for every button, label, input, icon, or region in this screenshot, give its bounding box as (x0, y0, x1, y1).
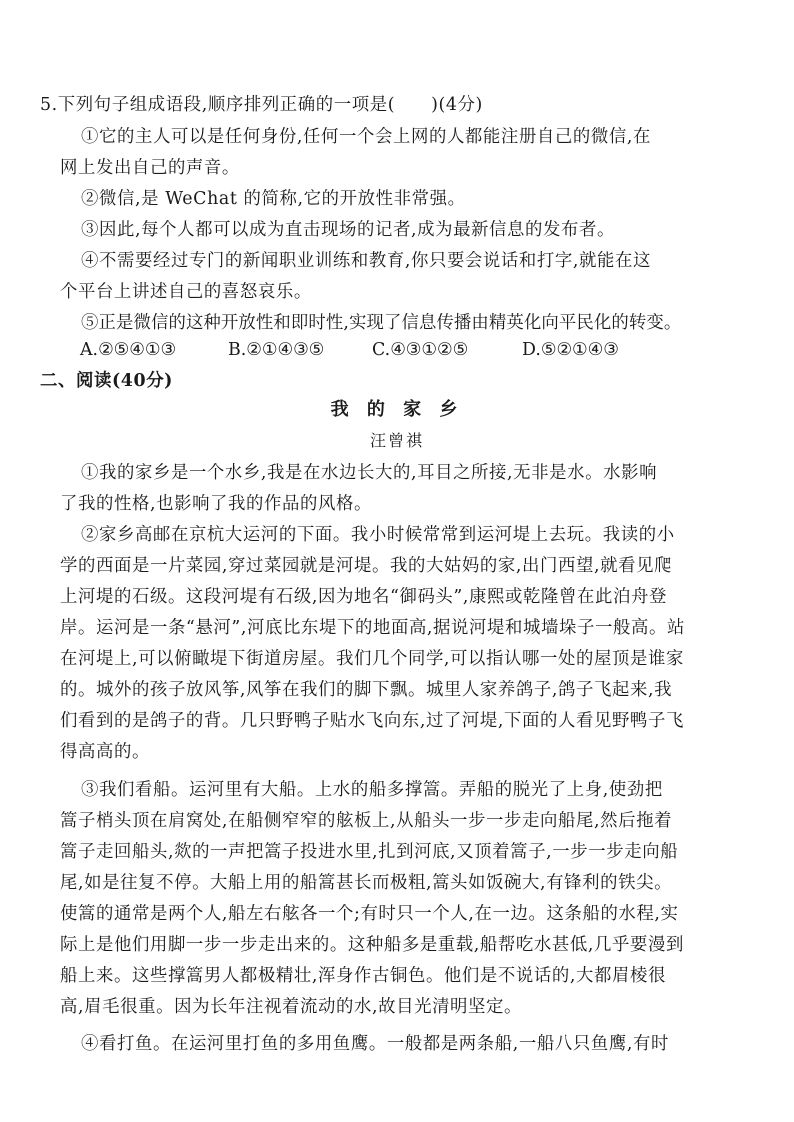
option-c: C.④③①②⑤ (372, 340, 469, 360)
article-line: 学的西面是一片菜园,穿过菜园就是河堤。我的大姑妈的家,出门西望,就看见爬 (60, 556, 673, 576)
question-5-sentence-1-cont: 网上发出自己的声音。 (60, 158, 240, 178)
article-line: ③我们看船。运河里有大船。上水的船多撑篙。弄船的脱光了上身,使劲把 (81, 780, 663, 800)
section-2-heading: 二、阅读(40分) (40, 371, 174, 391)
article-line: ④看打鱼。在运河里打鱼的多用鱼鹰。一般都是两条船,一船八只鱼鹰,有时 (81, 1034, 669, 1054)
question-5-sentence-5: ⑤正是微信的这种开放性和即时性,实现了信息传播由精英化向平民化的转变。 (81, 313, 682, 333)
question-5-sentence-2: ②微信,是 WeChat 的简称,它的开放性非常强。 (81, 189, 466, 209)
option-d: D.⑤②①④③ (522, 340, 619, 360)
article-line: ②家乡高邮在京杭大运河的下面。我小时候常常到运河堤上去玩。我读的小 (81, 525, 675, 545)
article-line: 的。城外的孩子放风筝,风筝在我们的脚下飘。城里人家养鸽子,鸽子飞起来,我 (60, 680, 673, 700)
article-line: 在河堤上,可以俯瞰堤下街道房屋。我们几个同学,可以指认哪一处的屋顶是谁家 (60, 649, 684, 669)
article-title: 我 的 家 乡 (330, 399, 464, 420)
article-line: 们看到的是鸽子的背。几只野鸭子贴水飞向东,过了河堤,下面的人看见野鸭子飞 (60, 711, 684, 731)
question-5-sentence-3: ③因此,每个人都可以成为直击现场的记者,成为最新信息的发布者。 (81, 220, 615, 240)
article-line: ①我的家乡是一个水乡,我是在水边长大的,耳目之所接,无非是水。水影响 (81, 463, 658, 483)
article-line: 上河堤的石级。这段河堤有石级,因为地名“御码头”,康熙或乾隆曾在此泊舟登 (60, 587, 667, 607)
question-5-sentence-1: ①它的主人可以是任何身份,任何一个会上网的人都能注册自己的微信,在 (81, 127, 651, 147)
article-line: 使篙的通常是两个人,船左右舷各一个;有时只一个人,在一边。这条船的水程,实 (60, 904, 679, 924)
question-5-sentence-4: ④不需要经过专门的新闻职业训练和教育,你只要会说话和打字,就能在这 (81, 251, 651, 271)
question-5-sentence-4-cont: 个平台上讲述自己的喜怒哀乐。 (60, 282, 312, 302)
article-line: 得高高的。 (60, 742, 150, 762)
article-line: 船上来。这些撑篙男人都极精壮,浑身作古铜色。他们是不说话的,大都眉棱很 (60, 966, 666, 986)
article-line: 篙子走回船头,欻的一声把篙子投进水里,扎到河底,又顶着篙子,一步一步走向船 (60, 842, 679, 862)
option-b: B.②①④③⑤ (228, 340, 325, 360)
article-line: 高,眉毛很重。因为长年注视着流动的水,故目光清明坚定。 (60, 997, 523, 1017)
article-line: 了我的性格,也影响了我的作品的风格。 (60, 494, 372, 514)
article-author: 汪曾祺 (369, 431, 424, 450)
article-line: 岸。运河是一条“悬河”,河底比东堤下的地面高,据说河堤和城墙垛子一般高。站 (60, 618, 685, 638)
article-line: 尾,如是往复不停。大船上用的船篙甚长而极粗,篙头如饭碗大,有锋利的铁尖。 (60, 873, 673, 893)
article-line: 篙子梢头顶在肩窝处,在船侧窄窄的舷板上,从船头一步一步走向船尾,然后拖着 (60, 811, 673, 831)
question-5-stem: 5.下列句子组成语段,顺序排列正确的一项是( )(4分) (40, 95, 483, 115)
option-a: A.②⑤④①③ (80, 340, 177, 360)
article-line: 际上是他们用脚一步一步走出来的。这种船多是重载,船帮吃水甚低,几乎要漫到 (60, 935, 684, 955)
